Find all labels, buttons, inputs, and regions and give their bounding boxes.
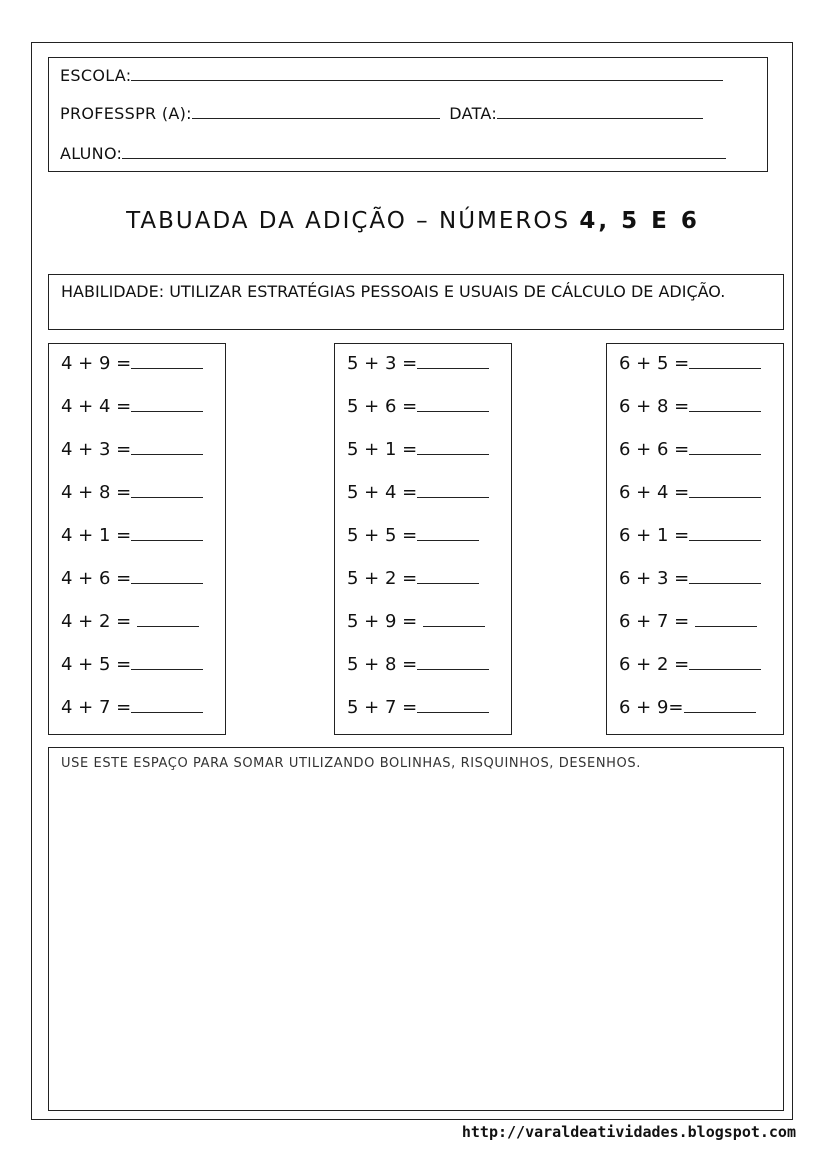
addition-expression: 5 + 2 = [347, 568, 418, 589]
addition-expression: 6 + 3 = [619, 568, 690, 589]
answer-blank[interactable] [417, 696, 489, 713]
addition-expression: 5 + 3 = [347, 353, 418, 374]
addition-row [347, 352, 489, 374]
addition-row [347, 438, 489, 460]
addition-row [347, 481, 489, 503]
addition-expression: 4 + 2 = [61, 611, 137, 632]
answer-blank[interactable] [689, 438, 761, 455]
addition-expression: 5 + 9 = [347, 611, 423, 632]
answer-blank[interactable] [417, 352, 489, 369]
column-6 [606, 343, 784, 735]
addition-row [347, 567, 479, 589]
addition-expression: 4 + 8 = [61, 482, 132, 503]
addition-expression: 5 + 8 = [347, 654, 418, 675]
workspace-instruction: USE ESTE ESPAÇO PARA SOMAR UTILIZANDO BOLINHAS, RISQUINHOS, DESENHOS. [61, 756, 641, 771]
answer-blank[interactable] [131, 524, 203, 541]
addition-row [61, 481, 203, 503]
addition-expression: 6 + 1 = [619, 525, 690, 546]
addition-row [347, 610, 485, 632]
answer-blank[interactable] [689, 567, 761, 584]
addition-expression: 4 + 4 = [61, 396, 132, 417]
school-line [60, 66, 723, 85]
addition-row [61, 438, 203, 460]
teacher-date-line [60, 104, 703, 123]
addition-expression: 4 + 9 = [61, 353, 132, 374]
habilidade-text: HABILIDADE: UTILIZAR ESTRATÉGIAS PESSOAIS E USUAIS DE CÁLCULO DE ADIÇÃO. [61, 282, 726, 301]
addition-expression: 5 + 7 = [347, 697, 418, 718]
addition-row [61, 524, 203, 546]
answer-blank[interactable] [131, 481, 203, 498]
answer-blank[interactable] [417, 481, 489, 498]
school-field[interactable] [131, 66, 723, 81]
student-label: ALUNO: [60, 144, 123, 163]
column-5 [334, 343, 512, 735]
answer-blank[interactable] [131, 696, 203, 713]
addition-expression: 4 + 3 = [61, 439, 132, 460]
habilidade-box [48, 274, 784, 330]
answer-blank[interactable] [131, 438, 203, 455]
school-label: ESCOLA: [60, 66, 132, 85]
addition-expression: 6 + 9= [619, 697, 684, 718]
teacher-label: PROFESSPR (A): [60, 104, 192, 123]
answer-blank[interactable] [689, 653, 761, 670]
addition-expression: 6 + 2 = [619, 654, 690, 675]
answer-blank[interactable] [131, 567, 203, 584]
answer-blank[interactable] [131, 352, 203, 369]
addition-row [619, 395, 761, 417]
answer-blank[interactable] [689, 352, 761, 369]
addition-row [347, 524, 479, 546]
date-label: DATA: [449, 104, 498, 123]
addition-row [619, 524, 761, 546]
student-line [60, 144, 726, 163]
addition-expression: 6 + 6 = [619, 439, 690, 460]
addition-row [619, 352, 761, 374]
addition-expression: 4 + 7 = [61, 697, 132, 718]
answer-blank[interactable] [689, 395, 761, 412]
title-numbers: 4, 5 E 6 [579, 208, 700, 234]
header-box [48, 57, 768, 172]
addition-row [61, 610, 199, 632]
answer-blank[interactable] [417, 395, 489, 412]
answer-blank[interactable] [417, 438, 489, 455]
workspace-box[interactable] [48, 747, 784, 1111]
addition-row [61, 696, 203, 718]
addition-expression: 6 + 8 = [619, 396, 690, 417]
addition-row [61, 352, 203, 374]
answer-blank[interactable] [689, 481, 761, 498]
answer-blank[interactable] [689, 524, 761, 541]
answer-blank[interactable] [423, 610, 485, 627]
addition-expression: 6 + 7 = [619, 611, 695, 632]
addition-expression: 6 + 4 = [619, 482, 690, 503]
addition-expression: 4 + 5 = [61, 654, 132, 675]
addition-row [619, 610, 757, 632]
addition-row [61, 653, 203, 675]
answer-blank[interactable] [137, 610, 199, 627]
addition-expression: 4 + 1 = [61, 525, 132, 546]
addition-expression: 5 + 4 = [347, 482, 418, 503]
answer-blank[interactable] [695, 610, 757, 627]
footer-url: http://varaldeatividades.blogspot.com [461, 1123, 796, 1141]
teacher-field[interactable] [192, 104, 440, 119]
answer-blank[interactable] [417, 653, 489, 670]
answer-blank[interactable] [417, 524, 479, 541]
date-field[interactable] [497, 104, 703, 119]
addition-expression: 6 + 5 = [619, 353, 690, 374]
addition-row [347, 696, 489, 718]
title-main: TABUADA DA ADIÇÃO – NÚMEROS [126, 208, 580, 234]
addition-row [347, 653, 489, 675]
addition-row [61, 567, 203, 589]
addition-row [619, 438, 761, 460]
addition-row [619, 696, 756, 718]
addition-row [347, 395, 489, 417]
addition-expression: 5 + 1 = [347, 439, 418, 460]
answer-blank[interactable] [417, 567, 479, 584]
addition-row [619, 567, 761, 589]
addition-expression: 5 + 6 = [347, 396, 418, 417]
addition-expression: 4 + 6 = [61, 568, 132, 589]
page-title [0, 208, 826, 234]
answer-blank[interactable] [131, 395, 203, 412]
student-field[interactable] [122, 144, 726, 159]
addition-row [61, 395, 203, 417]
addition-row [619, 653, 761, 675]
answer-blank[interactable] [684, 696, 756, 713]
column-4 [48, 343, 226, 735]
answer-blank[interactable] [131, 653, 203, 670]
addition-row [619, 481, 761, 503]
addition-expression: 5 + 5 = [347, 525, 418, 546]
